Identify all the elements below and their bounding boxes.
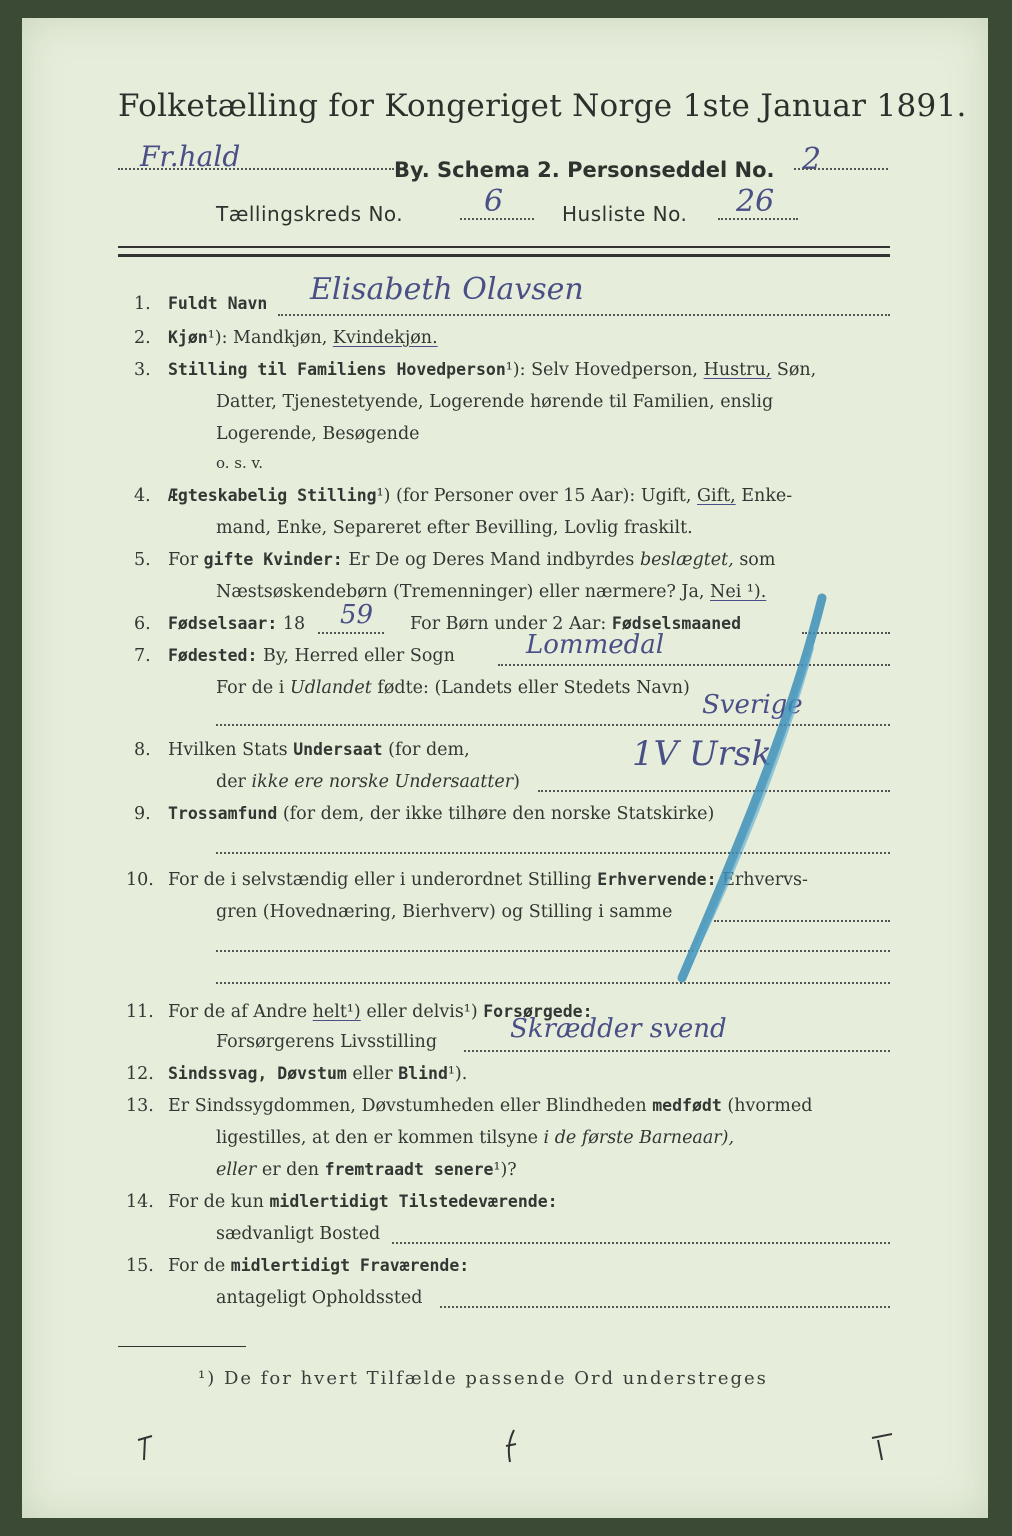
item-7 [168,646,455,666]
item-text: Er Sindssygdommen, Døvstumheden eller Blindheden [168,1096,647,1116]
item-3-line-3: Logerende, Besøgende [216,424,420,444]
item-italic: Udlandet [289,678,372,698]
item-number: 3. [134,360,151,380]
item-label: midlertidigt Tilstedeværende: [269,1192,558,1211]
item-label: Forsørgede: [483,1002,593,1021]
birth-year-dotted-line [318,632,384,634]
item-italic: beslægtet, [639,550,734,570]
item-text-2: Søn, [776,360,817,380]
item-label: Sindssvag, Døvstum [168,1064,347,1083]
item-12 [168,1064,467,1084]
item-text: ¹): Selv Hovedperson, [505,360,698,380]
item-label: Stilling til Familiens Hovedperson [168,360,506,379]
item-italic: i de første Barneaar), [543,1128,735,1148]
item-14 [168,1192,558,1212]
town-handwritten: Fr.hald [140,140,241,173]
item-text: ¹): Mandkjøn, [207,328,328,348]
foreign-birthplace-value: Sverige [702,690,803,720]
item-7-line-2 [216,678,690,698]
item-label-2: Fødselsmaaned [611,614,742,633]
item-text-2: Erhvervs- [722,870,808,890]
item-number: 10. [126,870,154,890]
item-10-line-2: gren (Hovednæring, Bierhverv) og Stilling i samme [216,902,673,922]
item-label-2: Blind [398,1064,448,1083]
personseddel-number: 2 [802,142,822,177]
husliste-dotted-line [718,218,798,220]
item-number: 6. [134,614,151,634]
item-text: eller [352,1064,393,1084]
item-number: 7. [134,646,151,666]
item-text-post: ) [513,772,520,792]
form-title: Folketælling for Kongeriget Norge 1ste Januar 1891. [118,88,967,124]
item-text-2: (hvormed [727,1096,813,1116]
item-text-pre: ligestilles, at den er kommen tilsyne [216,1128,538,1148]
item-text-2: eller delvis¹) [366,1002,478,1022]
item-text: For de kun [168,1192,264,1212]
item-13 [168,1096,812,1116]
selected-option: Hustru, [703,360,772,380]
item-1 [168,294,267,314]
item-number: 5. [134,550,151,570]
item-label: Fødselsaar: [168,614,278,633]
item-number: 14. [126,1192,154,1212]
item-text: For de af Andre [168,1002,308,1022]
item-text: Næstsøskendebørn (Tremenninger) eller nærmere? Ja, [216,582,705,602]
item-number: 2. [134,328,151,348]
item-4 [168,486,792,506]
selected-option: helt¹) [312,1002,361,1022]
selected-option: Nei ¹). [710,582,767,602]
birthplace-value: Lommedal [526,630,665,660]
item-text: For de i selvstændig eller i underordnet Stilling [168,870,592,890]
item-label: Undersaat [293,740,383,759]
item-3-line-2: Datter, Tjenestetyende, Logerende hørende til Familien, enslig [216,392,774,412]
item-label: Fuldt Navn [168,294,268,313]
husliste-number: 26 [736,184,775,219]
item-text-pre: der [216,772,246,792]
item-label: midlertidigt Fraværende: [230,1256,470,1275]
provider-occupation-value: Skrædder svend [510,1014,727,1044]
item-number: 15. [126,1256,154,1276]
item-label: Fødested: [168,646,258,665]
item-label: Kjøn [168,328,208,347]
item-8 [168,740,470,760]
item-text: 18 [282,614,306,634]
item-number: 4. [134,486,151,506]
corner-mark-left [136,1434,156,1464]
footnote: ¹) De for hvert Tilfælde passende Ord understreges [198,1368,768,1389]
item-number: 9. [134,804,151,824]
item-italic: ikke ere norske Undersaatter [251,772,514,792]
corner-mark-center [502,1428,522,1464]
residence-dotted-line [392,1242,890,1244]
item-number: 1. [134,294,151,314]
item-15-line-2: antageligt Opholdssted [216,1288,423,1308]
item-11-line-2: Forsørgerens Livsstilling [216,1032,438,1052]
item-8-line-2 [216,772,520,792]
item-5 [168,550,775,570]
item-4-line-2: mand, Enke, Separeret efter Bevilling, Lovlig fraskilt. [216,518,693,538]
item-text-pre: For [168,550,199,570]
item-number: 11. [126,1002,154,1022]
item-6 [168,614,305,634]
item-number: 12. [126,1064,154,1084]
item-text-2: ¹). [447,1064,468,1084]
header-rule-top [118,246,890,248]
item-14-line-2: sædvanligt Bosted [216,1224,381,1244]
birth-year-value: 59 [340,600,374,630]
item-number: 8. [134,740,151,760]
item-3 [168,360,816,380]
kreds-label: Tællingskreds No. [216,202,404,226]
item-text-2: som [739,550,776,570]
husliste-label: Husliste No. [562,202,688,226]
item-text: Er De og Deres Mand indbyrdes [348,550,635,570]
item-label: medfødt [652,1096,722,1115]
item-text-2: For Børn under 2 Aar: [410,614,607,634]
item-label-2: fremtraadt senere [324,1160,494,1179]
item-label: gifte Kvinder: [203,550,343,569]
item-9 [168,804,714,824]
item-3-line-4: o. s. v. [216,454,263,472]
blue-pencil-checkmark [642,578,842,998]
item-text: (for dem, der ikke tilhøre den norske Statskirke) [282,804,715,824]
item-text: By, Herred eller Sogn [262,646,455,666]
item-text: fødte: (Landets eller Stedets Navn) [377,678,690,698]
item-text-3: er den [261,1160,319,1180]
kreds-number: 6 [484,184,504,219]
item-text-2: Enke- [741,486,793,506]
item-label: Erhvervende: [597,870,717,889]
item-text: ¹) (for Personer over 15 Aar): Ugift, [376,486,692,506]
item-number: 13. [126,1096,154,1116]
item-label: Ægteskabelig Stilling [168,486,377,505]
name-dotted-line [278,314,890,316]
footnote-rule [118,1346,246,1347]
item-italic-2: eller [216,1160,257,1180]
corner-mark-right [870,1432,894,1464]
kreds-dotted-line [460,218,534,220]
item-label: Trossamfund [168,804,278,823]
item-text: Hvilken Stats [168,740,288,760]
personseddel-dotted-line [794,168,888,170]
citizenship-value: 1V Ursk [632,734,772,774]
abroad-dotted-line [440,1306,890,1308]
item-text: For de [168,1256,226,1276]
item-text-pre: For de i [216,678,285,698]
header-rule-bottom [118,254,890,257]
selected-option: Gift, [697,486,736,506]
item-text-post: ¹)? [493,1160,517,1180]
item-15 [168,1256,469,1276]
census-form [22,18,988,1518]
item-13-line-3 [216,1160,517,1180]
item-13-line-2 [216,1128,734,1148]
town-dotted-line [118,168,394,170]
full-name-value: Elisabeth Olavsen [310,272,584,307]
item-2 [168,328,438,348]
schema-line: By. Schema 2. Personseddel No. [394,158,775,182]
selected-option: Kvindekjøn. [332,328,438,348]
item-text-2: (for dem, [388,740,470,760]
provider-dotted-line [464,1050,890,1052]
